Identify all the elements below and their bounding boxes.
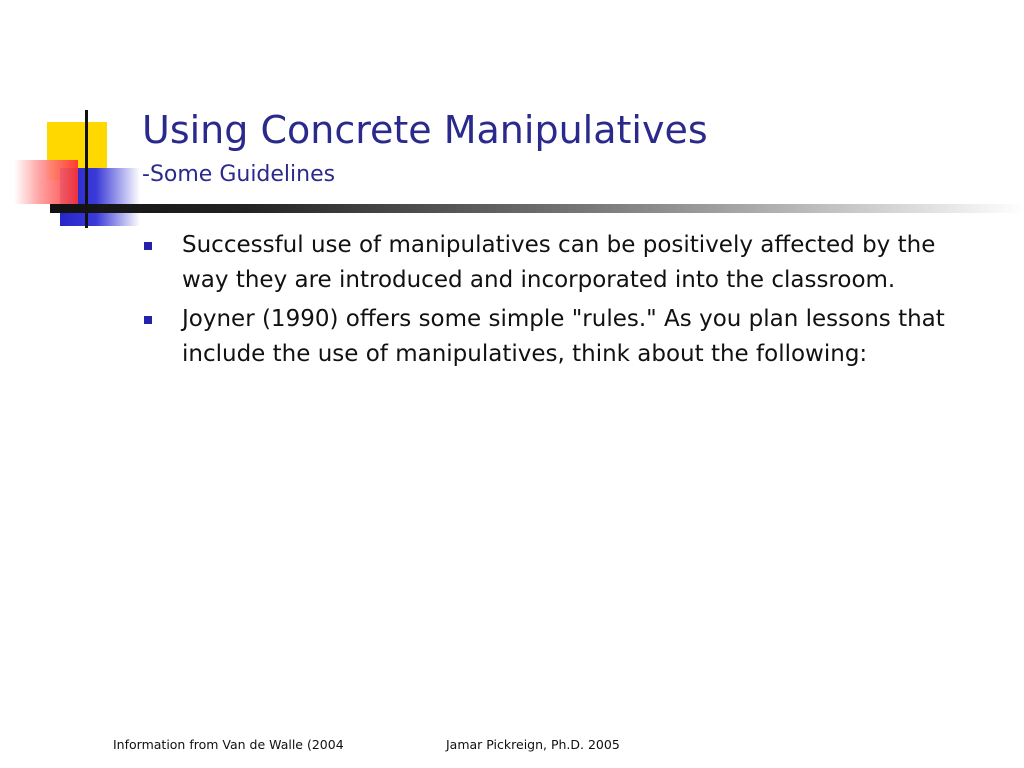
slide-title: Using Concrete Manipulatives — [142, 108, 708, 152]
red-square-decoration — [14, 160, 78, 204]
square-bullet-icon — [144, 316, 152, 324]
square-bullet-icon — [144, 242, 152, 250]
footer-source: Information from Van de Walle (2004 — [113, 737, 344, 752]
bullet-item — [142, 302, 972, 372]
bullet-text: Joyner (1990) offers some simple "rules." As you plan lessons that include the use of manipulatives, think about the following: — [182, 306, 945, 367]
slide-subtitle: -Some Guidelines — [142, 162, 336, 187]
bullet-item — [142, 228, 972, 298]
footer-author: Jamar Pickreign, Ph.D. 2005 — [446, 737, 620, 752]
bullet-text: Successful use of manipulatives can be positively affected by the way they are introduced and incorporated into the classroom. — [182, 232, 936, 293]
bullet-list — [142, 228, 972, 376]
title-underline-rule — [50, 204, 1024, 213]
